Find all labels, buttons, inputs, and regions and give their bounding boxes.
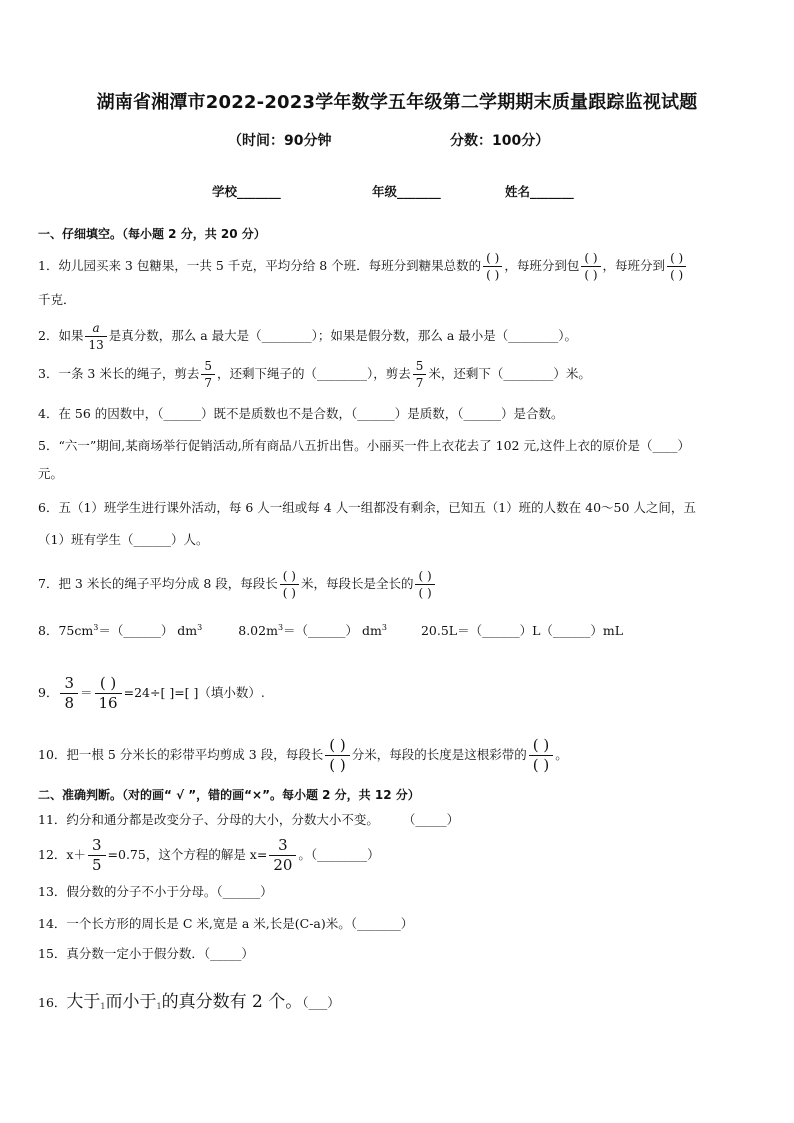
superscript: 3 — [381, 623, 387, 632]
question-14: 14．一个长方形的周长是 C 米,宽是 a 米,长是(C-a)米。（_______） — [38, 916, 414, 931]
answer-fraction-blank[interactable]: $\frac{( )}{( )}$ — [483, 252, 502, 281]
page-title: 湖南省湘潭市2022-2023学年数学五年级第二学期期末质量跟踪监视试题 — [96, 92, 698, 113]
answer-fraction-blank[interactable]: $\frac{( )}{( )}$ — [667, 252, 686, 281]
question-15: 15．真分数一定小于假分数．（_____） — [38, 946, 254, 961]
question-16 — [38, 992, 758, 1017]
question-6-continued: （1）班有学生（______）人。 — [38, 532, 209, 547]
fraction-5-7: $\frac{5}{7}$ — [413, 360, 427, 389]
question-1 — [38, 252, 758, 281]
question-text: ，还剩下绳子的（________），剪去 — [217, 366, 411, 381]
question-text: 10．把一根 5 分米长的彩带平均剪成 3 段，每段长 — [38, 747, 324, 762]
question-12 — [38, 838, 758, 873]
time-limit: （时间：90分钟 — [228, 133, 332, 149]
question-13: 13．假分数的分子不小于分母。（______） — [38, 884, 273, 899]
question-6: 6．五（1）班学生进行课外活动，每 6 人一组或每 4 人一组都没有剩余，已知五（1）班的人数在 40～50 人之间，五 — [38, 500, 696, 515]
answer-fraction-blank[interactable]: $\frac{( )}{( )}$ — [581, 252, 600, 281]
fraction-a-over-13: $\frac{a}{13}$ — [85, 322, 106, 351]
question-text: 而小于 — [105, 992, 157, 1012]
question-text: 米，每段长是全长的 — [300, 576, 414, 591]
question-text: =0.75，这个方程的解是 x= — [107, 847, 268, 862]
question-text: 2．如果 — [38, 328, 84, 343]
equals: ＝ — [80, 685, 93, 700]
question-5: 5．“六一”期间,某商场举行促销活动,所有商品八五折出售。小丽买一件上衣花去了 102 元,这件上衣的原价是（____） — [38, 438, 690, 453]
question-8 — [38, 618, 758, 641]
question-3 — [38, 360, 758, 389]
question-text: 分米，每段的长度是这根彩带的 — [351, 747, 527, 762]
question-text: 11．约分和通分都是改变分子、分母的大小，分数大小不变。 — [38, 812, 379, 827]
question-text: 。（________） — [298, 847, 380, 862]
question-text: 千克． — [38, 292, 76, 307]
superscript: 3 — [277, 623, 284, 632]
section-heading-fill-blank: 一、仔细填空。（每小题 2 分，共 20 分） — [38, 227, 266, 241]
superscript: 3 — [93, 623, 99, 632]
small-fraction: 1 — [100, 1002, 106, 1011]
question-text: 8．75cm — [38, 623, 94, 639]
superscript: 3 — [197, 623, 203, 632]
fraction-3-20: $\frac{3}{20}$ — [269, 838, 296, 873]
fraction-5-7: $\frac{5}{7}$ — [201, 360, 215, 389]
question-9 — [38, 676, 758, 711]
answer-fraction-blank[interactable]: $\frac{( )}{( )}$ — [529, 738, 553, 773]
answer-fraction-blank[interactable]: $\frac{( )}{( )}$ — [325, 738, 349, 773]
question-text: ＝（______） dm — [98, 623, 198, 639]
question-text: 的真分数有 2 个。 — [161, 992, 303, 1012]
answer-fraction-blank[interactable]: $\frac{( )}{16}$ — [95, 676, 122, 711]
question-text: ＝（______） dm — [283, 623, 382, 639]
question-text: 1．幼儿园买来 3 包糖果，一共 5 千克，平均分给 8 个班．每班分到糖果总数的 — [38, 258, 482, 273]
question-4: 4．在 56 的因数中，（______）既不是质数也不是合数，（______）是质数，（______）是合数。 — [38, 406, 564, 421]
question-11 — [38, 810, 758, 830]
question-text: 是真分数，那么 a 最大是（________）；如果是假分数，那么 a 最小是（________）。 — [108, 328, 578, 343]
question-1-continued — [38, 290, 758, 310]
answer-blank[interactable]: （___） — [302, 995, 340, 1010]
question-text: 12．x＋ — [38, 847, 86, 862]
section-heading-judgement: 二、准确判断。（对的画“ √ ”，错的画“×”。每小题 2 分，共 12 分） — [38, 788, 420, 802]
total-score: 分数：100分） — [450, 133, 550, 149]
exam-meta — [0, 130, 794, 150]
question-2 — [38, 322, 758, 351]
grade-field[interactable]: 年级_______ — [372, 184, 441, 199]
question-text: 8.02m — [238, 623, 278, 639]
question-text: 20.5L＝（______）L（______）mL — [420, 623, 624, 639]
question-text: 9． — [38, 685, 59, 700]
answer-fraction-blank[interactable]: $\frac{( )}{( )}$ — [280, 570, 299, 599]
name-field[interactable]: 姓名_______ — [505, 184, 574, 199]
student-info — [0, 182, 794, 202]
question-text: ，每班分到包 — [504, 258, 580, 273]
fraction-3-5: $\frac{3}{5}$ — [88, 838, 106, 873]
question-text: 3．一条 3 米长的绳子，剪去 — [38, 366, 200, 381]
question-text: ，每班分到 — [602, 258, 666, 273]
question-text: 米，还剩下（________）米。 — [428, 366, 591, 381]
answer-fraction-blank[interactable]: $\frac{( )}{( )}$ — [415, 570, 434, 599]
question-text: 7．把 3 米长的绳子平均分成 8 段，每段长 — [38, 576, 278, 591]
question-7 — [38, 570, 758, 599]
question-text: =24÷[ ]=[ ]（填小数）. — [123, 685, 265, 700]
fraction-3-8: $\frac{3}{8}$ — [60, 676, 78, 711]
question-5-continued: 元。 — [38, 466, 64, 481]
question-10 — [38, 738, 758, 773]
school-field[interactable]: 学校_______ — [212, 184, 281, 199]
question-text: 大于 — [66, 992, 101, 1012]
answer-blank[interactable]: （_____） — [402, 812, 460, 827]
question-number: 16． — [38, 995, 67, 1010]
question-text: 。 — [555, 747, 568, 762]
small-fraction: 1 — [156, 1002, 162, 1011]
